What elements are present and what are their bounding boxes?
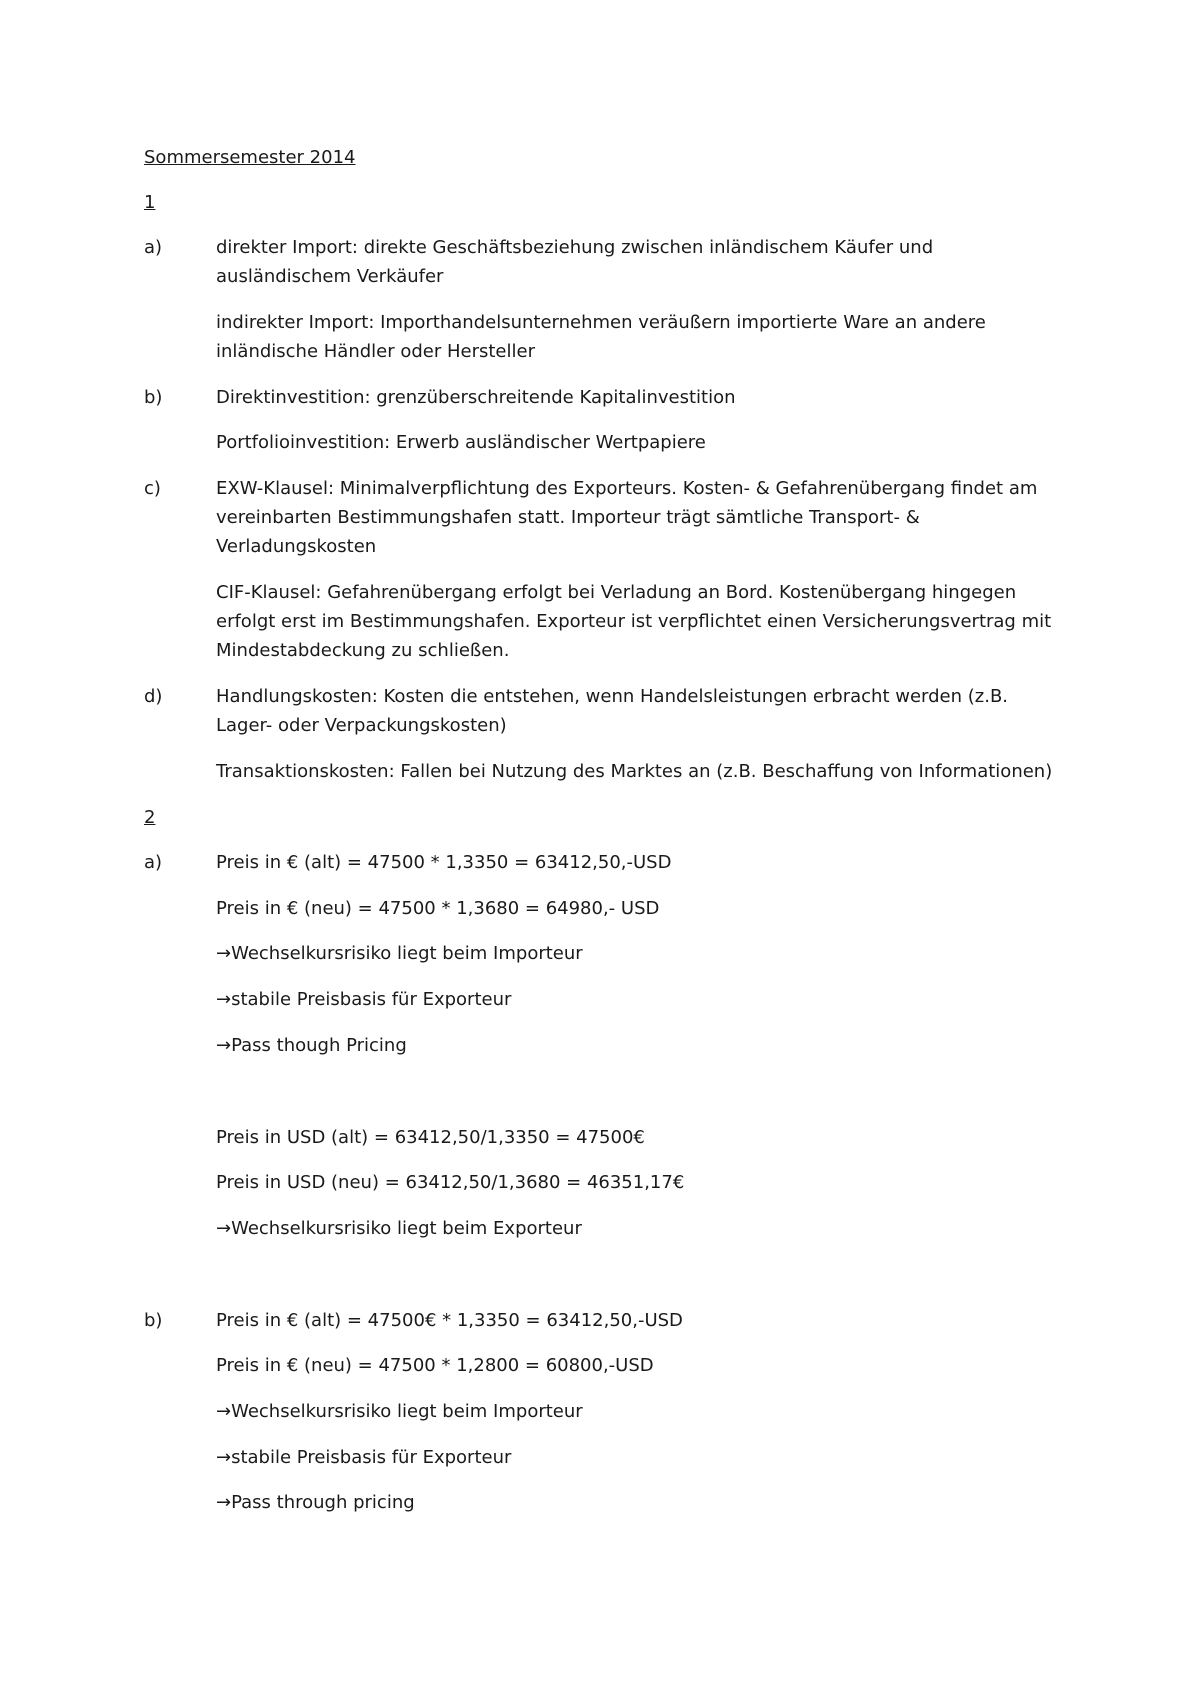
s2-b-line-1: Preis in € (alt) = 47500€ * 1,3350 = 63412,50,-USD: [216, 1310, 683, 1331]
page-title: Sommersemester 2014: [144, 147, 356, 168]
arrow-icon: →: [216, 943, 232, 964]
s2-a-line-8: [216, 1214, 582, 1244]
s2-b-line-4: [216, 1443, 511, 1473]
s1-a-line-2: ausländischem Verkäufer: [216, 266, 444, 287]
s2-a-line-4: [216, 985, 511, 1015]
arrow-icon: →: [216, 1492, 232, 1513]
s2-a-line-2: Preis in € (neu) = 47500 * 1,3680 = 64980,- USD: [216, 898, 660, 919]
s2-a-line-7: Preis in USD (neu) = 63412,50/1,3680 = 46351,17€: [216, 1172, 685, 1193]
arrow-icon: →: [216, 1218, 232, 1239]
s1-b-label: b): [144, 387, 163, 408]
s1-b-line-1: Direktinvestition: grenzüberschreitende Kapitalinvestition: [216, 387, 736, 408]
s1-a-line-1: direkter Import: direkte Geschäftsbeziehung zwischen inländischem Käufer und: [216, 237, 934, 258]
s1-a-line-4: inländische Händler oder Hersteller: [216, 341, 535, 362]
s2-b-label: b): [144, 1310, 163, 1331]
s2-a-label: a): [144, 852, 163, 873]
s2-a-line-8-text: Wechselkursrisiko liegt beim Exporteur: [231, 1218, 582, 1239]
s2-a-line-4-text: stabile Preisbasis für Exporteur: [231, 989, 512, 1010]
s1-b-line-2: Portfolioinvestition: Erwerb ausländischer Wertpapiere: [216, 432, 706, 453]
s1-d-label: d): [144, 686, 163, 707]
s1-a-label: a): [144, 237, 163, 258]
arrow-icon: →: [216, 1035, 232, 1056]
section-1-number: 1: [144, 192, 156, 213]
s2-a-line-1: Preis in € (alt) = 47500 * 1,3350 = 63412,50,-USD: [216, 852, 672, 873]
s2-b-line-3-text: Wechselkursrisiko liegt beim Importeur: [231, 1401, 583, 1422]
s2-b-line-5: [216, 1488, 415, 1518]
arrow-icon: →: [216, 989, 232, 1010]
s1-d-line-3: Transaktionskosten: Fallen bei Nutzung des Marktes an (z.B. Beschaffung von Informationen): [216, 761, 1053, 782]
s2-a-line-6: Preis in USD (alt) = 63412,50/1,3350 = 47500€: [216, 1127, 645, 1148]
s1-c-label: c): [144, 478, 161, 499]
section-2-number: 2: [144, 807, 156, 828]
s1-c-line-6: Mindestabdeckung zu schließen.: [216, 640, 510, 661]
s1-c-line-2: vereinbarten Bestimmungshafen statt. Importeur trägt sämtliche Transport- &: [216, 507, 920, 528]
s1-d-line-1: Handlungskosten: Kosten die entstehen, wenn Handelsleistungen erbracht werden (z.B.: [216, 686, 1009, 707]
s2-a-line-5-text: Pass though Pricing: [231, 1035, 407, 1056]
s2-b-line-2: Preis in € (neu) = 47500 * 1,2800 = 60800,-USD: [216, 1355, 654, 1376]
s2-a-line-5: [216, 1031, 407, 1061]
s1-c-line-4: CIF-Klausel: Gefahrenübergang erfolgt bei Verladung an Bord. Kostenübergang hingegen: [216, 582, 1017, 603]
s1-c-line-5: erfolgt erst im Bestimmungshafen. Exporteur ist verpflichtet einen Versicherungsvertrag mit: [216, 611, 1052, 632]
s1-a-line-3: indirekter Import: Importhandelsunternehmen veräußern importierte Ware an andere: [216, 312, 986, 333]
s1-c-line-1: EXW-Klausel: Minimalverpflichtung des Exporteurs. Kosten- & Gefahrenübergang findet am: [216, 478, 1038, 499]
s2-a-line-3: [216, 939, 583, 969]
s1-c-line-3: Verladungskosten: [216, 536, 377, 557]
arrow-icon: →: [216, 1447, 232, 1468]
s2-a-line-3-text: Wechselkursrisiko liegt beim Importeur: [231, 943, 583, 964]
s2-b-line-3: [216, 1397, 583, 1427]
arrow-icon: →: [216, 1401, 232, 1422]
s1-d-line-2: Lager- oder Verpackungskosten): [216, 715, 507, 736]
s2-b-line-4-text: stabile Preisbasis für Exporteur: [231, 1447, 512, 1468]
s2-b-line-5-text: Pass through pricing: [231, 1492, 415, 1513]
